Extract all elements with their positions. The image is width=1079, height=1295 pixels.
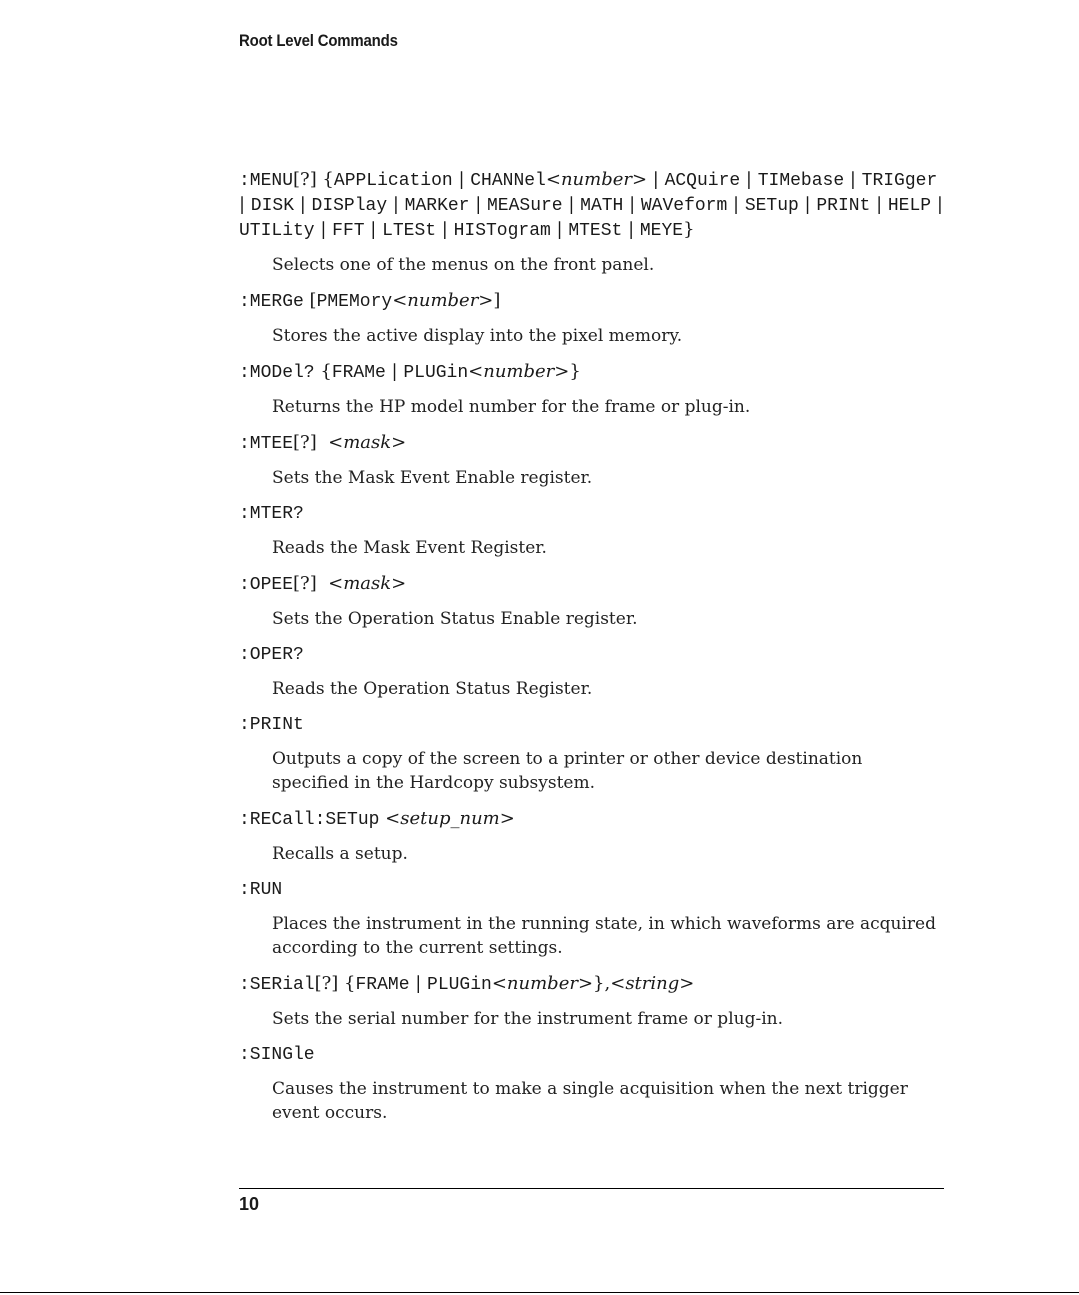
command-keyword: SETup bbox=[744, 196, 799, 216]
command-description: Stores the active display into the pixel memory. bbox=[272, 326, 683, 346]
command-keyword: LTESt bbox=[382, 221, 437, 241]
syntax-punctuation: | bbox=[798, 194, 817, 215]
syntax-punctuation: | bbox=[314, 219, 333, 240]
command-keyword: DISK bbox=[250, 196, 295, 216]
syntax-punctuation: | bbox=[623, 194, 641, 215]
command-description: Reads the Mask Event Register. bbox=[272, 538, 547, 558]
parameter-placeholder: <number> bbox=[491, 973, 594, 994]
page-bottom-rule bbox=[0, 1292, 1079, 1293]
command-keyword: FRAMe bbox=[331, 363, 386, 383]
command-description: Sets the Operation Status Enable register. bbox=[272, 609, 638, 629]
command-keyword: TIMebase bbox=[757, 171, 845, 191]
syntax-punctuation: [ bbox=[303, 290, 317, 311]
command-syntax bbox=[239, 807, 944, 832]
parameter-placeholder: <number> bbox=[545, 169, 648, 190]
syntax-punctuation: | bbox=[452, 169, 471, 190]
parameter-placeholder: <mask> bbox=[328, 573, 407, 594]
command-description: Places the instrument in the running state, in which waveforms are acquired according to the current settings. bbox=[272, 914, 936, 958]
syntax-punctuation: } bbox=[569, 361, 581, 382]
syntax-punctuation: | bbox=[622, 219, 640, 240]
syntax-punctuation: | bbox=[364, 219, 383, 240]
command-keyword: :RECall:SETup bbox=[239, 810, 380, 830]
command-keyword: PMEMory bbox=[316, 292, 393, 312]
command-syntax bbox=[239, 713, 944, 737]
syntax-punctuation: [?] bbox=[293, 432, 329, 453]
command-keyword: :MTER? bbox=[239, 504, 304, 524]
command-description: Returns the HP model number for the frame or plug-in. bbox=[272, 397, 751, 417]
syntax-punctuation: | bbox=[931, 194, 949, 215]
command-syntax bbox=[239, 502, 944, 526]
command-keyword: PLUGin bbox=[427, 975, 492, 995]
syntax-punctuation: [?] bbox=[293, 573, 329, 594]
command-keyword: DISPlay bbox=[311, 196, 388, 216]
command-keyword: :MENU bbox=[239, 171, 294, 191]
command-keyword: ACQuire bbox=[664, 171, 741, 191]
syntax-punctuation: [?] { bbox=[293, 169, 334, 190]
command-keyword: :RUN bbox=[239, 880, 283, 900]
command-description: Sets the Mask Event Enable register. bbox=[272, 468, 593, 488]
syntax-punctuation: | bbox=[740, 169, 758, 190]
command-keyword: UTILity bbox=[239, 221, 315, 241]
command-syntax bbox=[239, 572, 944, 597]
command-description: Causes the instrument to make a single acquisition when the next trigger event occurs. bbox=[272, 1079, 908, 1123]
command-keyword: :PRINt bbox=[239, 715, 304, 735]
command-syntax bbox=[239, 168, 949, 243]
syntax-punctuation: | bbox=[409, 973, 428, 994]
command-keyword: :MTEE bbox=[239, 434, 294, 454]
syntax-punctuation: { bbox=[314, 361, 332, 382]
syntax-punctuation: [?] { bbox=[314, 973, 356, 994]
command-syntax bbox=[239, 643, 944, 667]
syntax-punctuation: | bbox=[436, 219, 454, 240]
command-syntax bbox=[239, 1043, 944, 1067]
syntax-punctuation: | bbox=[387, 194, 405, 215]
command-keyword: HELP bbox=[887, 196, 932, 216]
command-syntax bbox=[239, 360, 944, 385]
syntax-punctuation: | bbox=[562, 194, 581, 215]
syntax-punctuation: | bbox=[469, 194, 487, 215]
command-keyword: MATH bbox=[580, 196, 624, 216]
syntax-punctuation: | bbox=[647, 169, 665, 190]
syntax-punctuation: | bbox=[385, 361, 404, 382]
command-keyword: :OPER? bbox=[239, 645, 304, 665]
syntax-punctuation: | bbox=[727, 194, 745, 215]
parameter-placeholder: <mask> bbox=[328, 432, 407, 453]
parameter-placeholder: <number> bbox=[468, 361, 570, 382]
command-description: Sets the serial number for the instrument frame or plug-in. bbox=[272, 1009, 783, 1029]
command-keyword: WAVeform bbox=[640, 196, 728, 216]
command-keyword: MARKer bbox=[404, 196, 470, 216]
command-keyword: FRAMe bbox=[355, 975, 410, 995]
parameter-placeholder: <setup_num> bbox=[385, 808, 515, 829]
command-keyword: HISTogram bbox=[453, 221, 551, 241]
syntax-punctuation: ] bbox=[493, 290, 501, 311]
page-header-title: Root Level Commands bbox=[239, 31, 398, 50]
syntax-punctuation: | bbox=[239, 169, 944, 215]
command-keyword: MEASure bbox=[487, 196, 563, 216]
syntax-punctuation: | bbox=[294, 194, 312, 215]
command-keyword: PRINt bbox=[816, 196, 871, 216]
command-description: Recalls a setup. bbox=[272, 844, 408, 864]
command-keyword: FFT bbox=[332, 221, 365, 241]
command-syntax bbox=[239, 878, 944, 902]
command-keyword: APPLication bbox=[333, 171, 453, 191]
command-list bbox=[239, 168, 949, 1137]
command-keyword: :SINGle bbox=[239, 1045, 315, 1065]
command-keyword: :SERial bbox=[239, 975, 315, 995]
command-keyword: MEYE bbox=[639, 221, 684, 241]
parameter-placeholder: <number> bbox=[392, 290, 494, 311]
syntax-punctuation: | bbox=[844, 169, 862, 190]
command-description: Selects one of the menus on the front panel. bbox=[272, 255, 655, 275]
command-syntax bbox=[239, 431, 944, 456]
command-description: Outputs a copy of the screen to a printer or other device destination specified in the Hardcopy subsystem. bbox=[272, 749, 863, 793]
command-description: Reads the Operation Status Register. bbox=[272, 679, 593, 699]
command-keyword: TRIGger bbox=[861, 171, 938, 191]
page-number: 10 bbox=[239, 1194, 260, 1214]
command-keyword: CHANNel bbox=[470, 171, 546, 191]
command-keyword: PLUGin bbox=[403, 363, 469, 383]
syntax-punctuation: | bbox=[550, 219, 569, 240]
command-syntax bbox=[239, 289, 944, 314]
syntax-punctuation: | bbox=[870, 194, 888, 215]
command-keyword: :MODel? bbox=[239, 363, 315, 383]
command-keyword: :MERGe bbox=[239, 292, 304, 312]
command-syntax bbox=[239, 972, 944, 997]
command-keyword: :OPEE bbox=[239, 575, 294, 595]
parameter-placeholder: <string> bbox=[610, 973, 695, 994]
footer-divider bbox=[239, 1188, 944, 1189]
syntax-punctuation: }, bbox=[593, 973, 611, 994]
command-keyword: MTESt bbox=[568, 221, 623, 241]
syntax-punctuation: } bbox=[683, 219, 695, 240]
